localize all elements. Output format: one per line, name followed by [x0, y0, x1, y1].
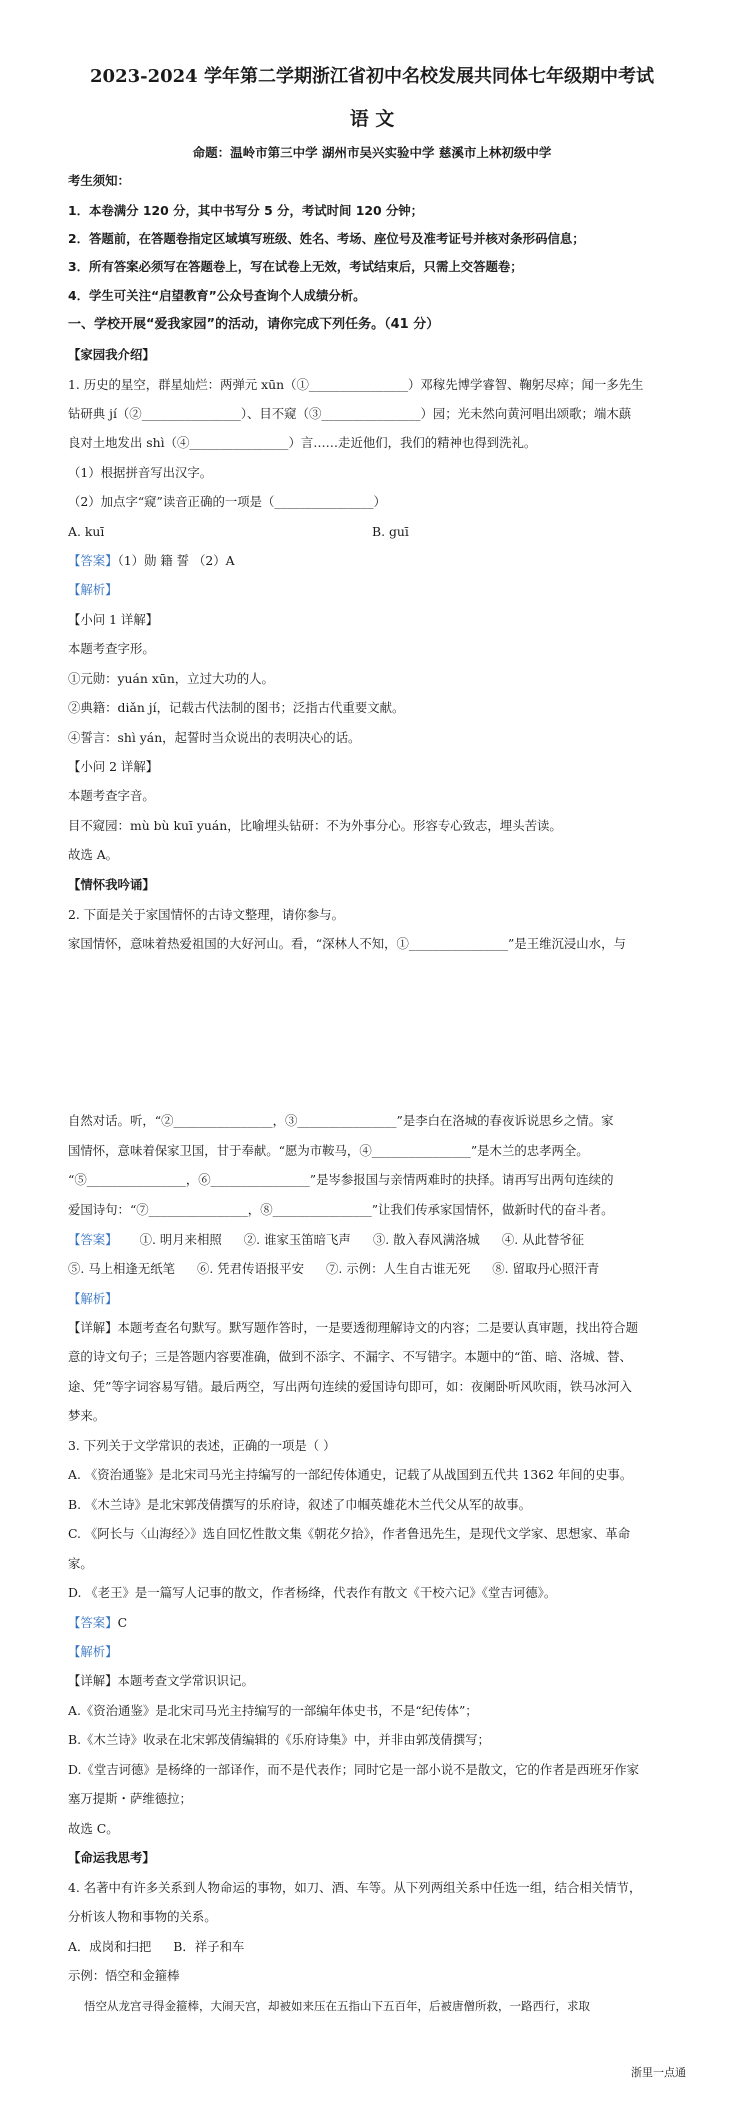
- notice-item: 4．学生可关注“启望教育”公众号查询个人成绩分析。: [68, 288, 366, 303]
- option-line: 家。: [68, 1556, 93, 1571]
- detail-line: 梦来。: [68, 1408, 106, 1423]
- subject-title: 语 文: [349, 108, 395, 130]
- detail-line: 意的诗文句子；三是答题内容要准确，做到不添字、不漏字、不写错字。本题中的“笛、暗、洛城、替、: [68, 1349, 632, 1364]
- question-line: 2. 下面是关于家国情怀的古诗文整理，请你参与。: [68, 907, 344, 922]
- sub-question: （2）加点字“窥”读音正确的一项是（________________）: [68, 494, 386, 509]
- answer-line: [68, 1231, 688, 1249]
- analysis-tag: 【解析】: [68, 1291, 118, 1306]
- notice-item: 1．本卷满分 120 分，其中书写分 5 分，考试时间 120 分钟；: [68, 203, 424, 218]
- detail-line: ④誓言：shì yán，起誓时当众说出的表明决心的话。: [68, 730, 361, 745]
- answer-item: ⑤. 马上相逢无纸笔: [68, 1261, 176, 1276]
- notice-heading: 考生须知：: [68, 173, 130, 188]
- answer-item: ①. 明月来相照: [139, 1232, 222, 1247]
- detail-line: 故选 A。: [68, 847, 119, 862]
- detail-line: D.《堂吉诃德》是杨绛的一部译作，而不是代表作；同时它是一部小说不是散文，它的作者是西班牙作家: [68, 1762, 640, 1777]
- option-line: B. 《木兰诗》是北宋郭茂倩撰写的乐府诗，叙述了巾帼英雄花木兰代父从军的故事。: [68, 1497, 532, 1512]
- answer-tag: 【答案】: [68, 553, 118, 568]
- option-b: B．祥子和车: [173, 1939, 245, 1954]
- option-line: D. 《老王》是一篇写人记事的散文，作者杨绛，代表作有散文《干校六记》《堂吉诃德》。: [68, 1585, 557, 1600]
- authors-line: 命题：温岭市第三中学 湖州市吴兴实验中学 慈溪市上林初级中学: [192, 145, 552, 160]
- option-a: A. kuī: [68, 524, 105, 539]
- option-line: A. 《资治通鉴》是北宋司马光主持编写的一部纪传体通史，记载了从战国到五代共 1362 年间的史事。: [68, 1467, 633, 1482]
- detail-line: B.《木兰诗》收录在北宋郭茂倩编辑的《乐府诗集》中，并非由郭茂倩撰写；: [68, 1732, 490, 1747]
- question-line: 3. 下列关于文学常识的表述，正确的一项是（ ）: [68, 1438, 336, 1453]
- answer-tag: 【答案】: [68, 1232, 118, 1247]
- question-line: 爱国诗句：“⑦________________，⑧________________”让我们传承家国情怀，做新时代的奋斗者。: [68, 1202, 614, 1217]
- answer-line: [68, 1614, 688, 1632]
- exam-title: 2023-2024 学年第二学期浙江省初中名校发展共同体七年级期中考试: [90, 66, 654, 87]
- section-heading: 一、学校开展“爱我家园”的活动，请你完成下列任务。（41 分）: [68, 317, 440, 332]
- notice-item: 2．答题前，在答题卷指定区域填写班级、姓名、考场、座位号及准考证号并核对条形码信息；: [68, 231, 585, 246]
- notice-item: 3．所有答案必须写在答题卷上，写在试卷上无效，考试结束后，只需上交答题卷；: [68, 259, 523, 274]
- sub-question: （1）根据拼音写出汉字。: [68, 465, 213, 480]
- detail-line: ①元勋：yuán xūn，立过大功的人。: [68, 671, 274, 686]
- part-heading: 【命运我思考】: [68, 1850, 155, 1865]
- detail-line: 途、凭”等字词容易写错。最后两空，写出两句连续的爱国诗句即可，如：夜阑卧听风吹雨，铁马冰河入: [68, 1379, 632, 1394]
- answer-item: ⑦. 示例：人生自古谁无死: [326, 1261, 471, 1276]
- option-b: B. guī: [372, 524, 409, 539]
- detail-line: 目不窥园：mù bù kuī yuán，比喻埋头钻研：不为外事分心。形容专心致志，埋头苦读。: [68, 818, 562, 833]
- question-line: 家国情怀，意味着热爱祖国的大好河山。看，“深林人不知，①________________”是王维沉浸山水，与: [68, 936, 626, 951]
- answer-item: ④. 从此替爷征: [501, 1232, 585, 1247]
- option-line: C. 《阿长与〈山海经〉》选自回忆性散文集《朝花夕拾》，作者鲁迅先生，是现代文学家、思想家、革命: [68, 1526, 631, 1541]
- answer-line: [68, 1260, 688, 1278]
- answer-item: ⑧. 留取丹心照汗青: [492, 1261, 600, 1276]
- part-heading: 【家园我介绍】: [68, 347, 155, 362]
- question-line: 钻研典 jí（②________________）、目不窥（③________________）园；光未然向黄河唱出颂歌；端木蕻: [68, 406, 632, 421]
- answer-item: ⑥. 凭君传语报平安: [197, 1261, 305, 1276]
- question-line: 1. 历史的星空，群星灿烂：两弹元 xūn（①________________）邓稼先博学睿智、鞠躬尽瘁；闻一多先生: [68, 377, 644, 392]
- answer-item: ③. 散入春风满洛城: [372, 1232, 480, 1247]
- footer-watermark: 浙里一点通: [631, 2066, 686, 2079]
- answer-line: [68, 552, 688, 570]
- detail-line: 【详解】本题考查名句默写。默写题作答时，一是要透彻理解诗文的内容；二是要认真审题，找出符合题: [68, 1320, 638, 1335]
- answer-tag: 【答案】: [68, 1615, 118, 1630]
- analysis-tag: 【解析】: [68, 582, 118, 597]
- detail-line: A.《资治通鉴》是北宋司马光主持编写的一部编年体史书，不是“纪传体”；: [68, 1703, 478, 1718]
- question-line: 国情怀，意味着保家卫国，甘于奉献。“愿为市鞍马，④________________”是木兰的忠孝两全。: [68, 1143, 589, 1158]
- question-line: 4. 名著中有许多关系到人物命运的事物，如刀、酒、车等。从下列两组关系中任选一组，结合相关情节，: [68, 1880, 642, 1895]
- option-line: [68, 1938, 688, 1956]
- example-text: 悟空从龙宫寻得金箍棒，大闹天宫，却被如来压在五指山下五百年，后被唐僧所救，一路西行，求取: [84, 1999, 590, 2013]
- answer-item: ②. 谁家玉笛暗飞声: [243, 1232, 351, 1247]
- answer-text: C: [117, 1615, 128, 1630]
- detail-line: ②典籍：diǎn jí，记载古代法制的图书；泛指古代重要文献。: [68, 700, 405, 715]
- question-line: 分析该人物和事物的关系。: [68, 1909, 217, 1924]
- detail-heading: 【小问 2 详解】: [68, 759, 159, 774]
- analysis-tag: 【解析】: [68, 1644, 118, 1659]
- part-heading: 【情怀我吟诵】: [68, 877, 155, 892]
- example-label: 示例：悟空和金箍棒: [68, 1968, 180, 1983]
- option-a: A．成岗和扫把: [68, 1939, 152, 1954]
- detail-line: 【详解】本题考查文学常识识记。: [68, 1673, 254, 1688]
- detail-heading: 【小问 1 详解】: [68, 612, 159, 627]
- detail-line: 本题考查字形。: [68, 641, 155, 656]
- detail-line: 本题考查字音。: [68, 788, 155, 803]
- question-line: 良对土地发出 shì（④________________）言……走近他们，我们的精神也得到洗礼。: [68, 435, 537, 450]
- question-line: “⑤________________，⑥________________”是岑参报国与亲情两难时的抉择。请再写出两句连续的: [68, 1172, 614, 1187]
- question-line: 自然对话。听，“②________________，③________________”是李白在洛城的春夜诉说思乡之情。家: [68, 1113, 614, 1128]
- answer-text: （1）勋 籍 誓 （2）A: [117, 553, 235, 568]
- detail-line: 塞万提斯・萨维德拉；: [68, 1791, 192, 1806]
- detail-line: 故选 C。: [68, 1821, 119, 1836]
